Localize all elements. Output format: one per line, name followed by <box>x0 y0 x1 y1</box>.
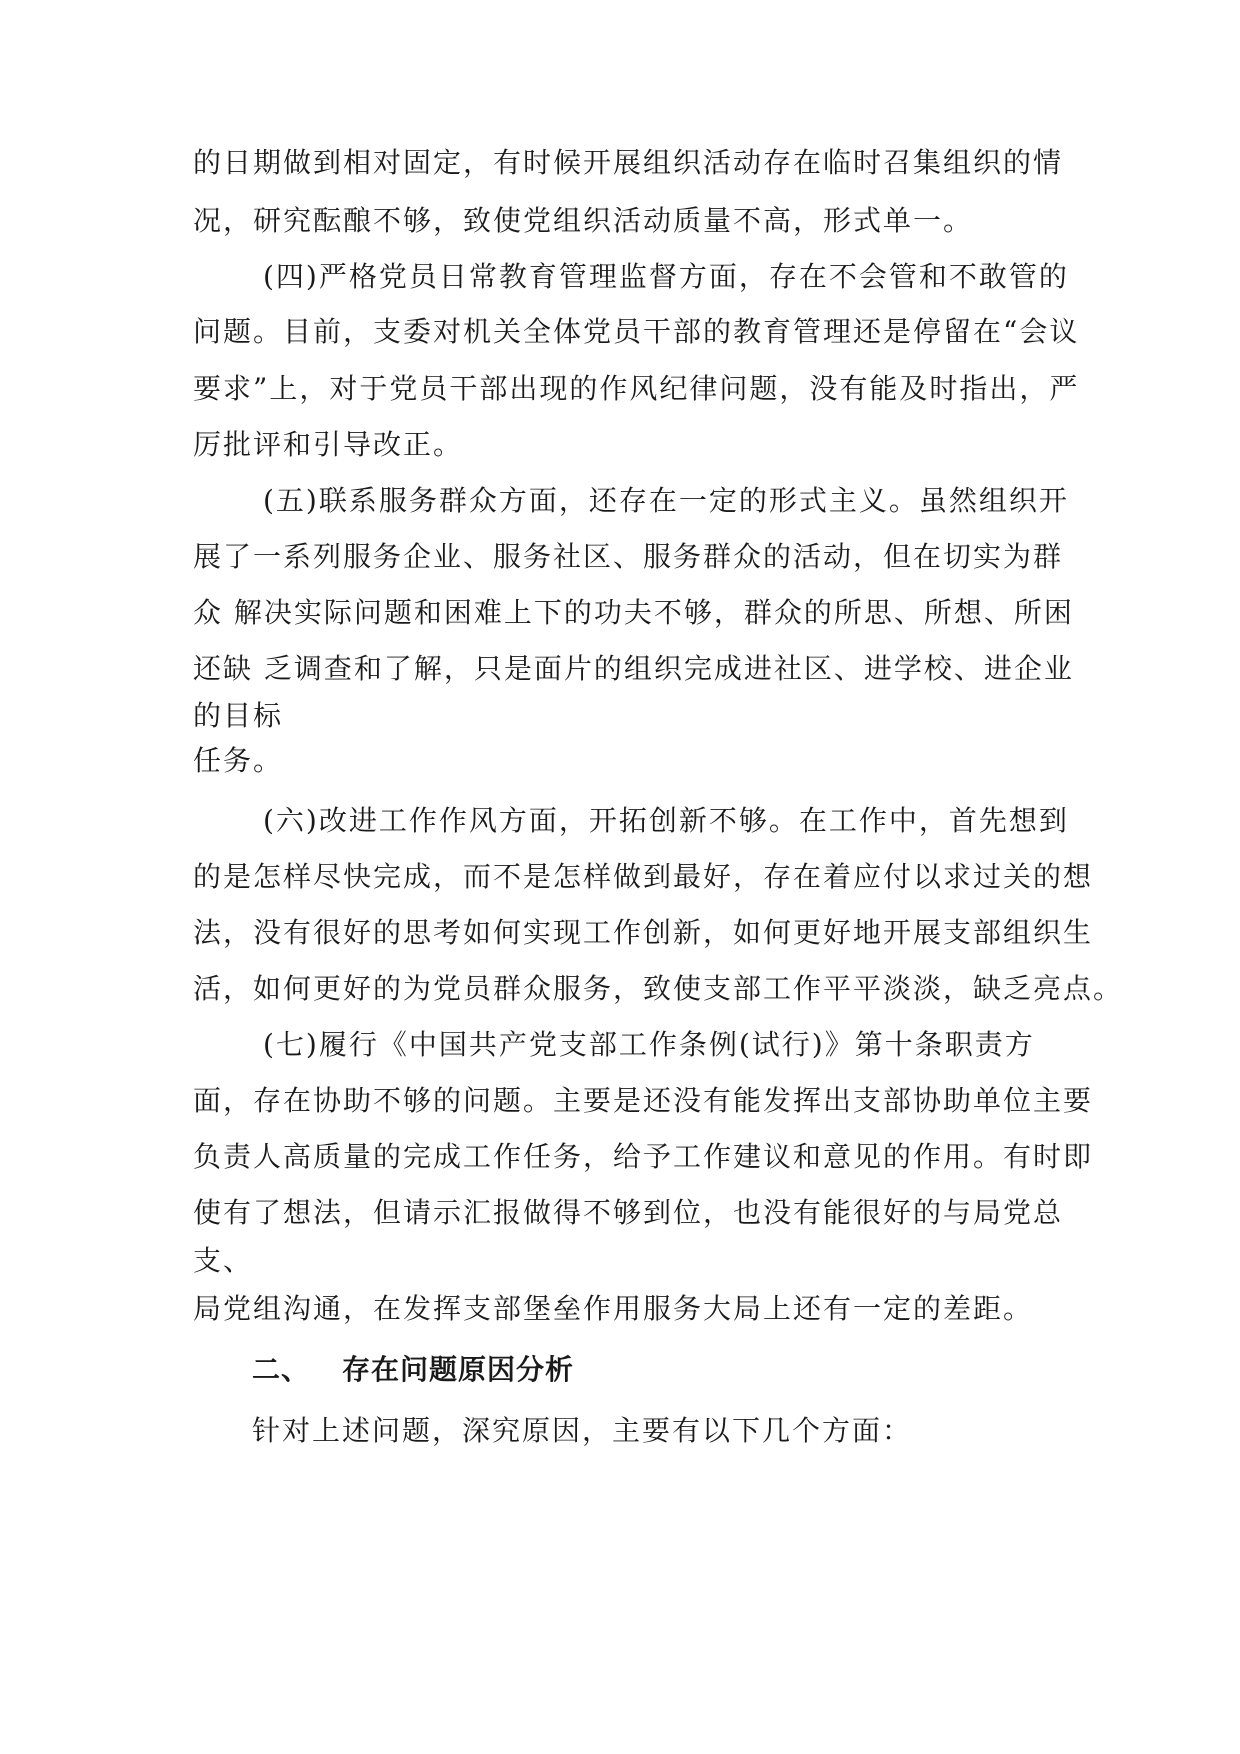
text-line: 况，研究酝酿不够，致使党组织活动质量不高，形式单一。 <box>193 204 974 237</box>
section-intro-line: 针对上述问题，深究原因，主要有以下几个方面： <box>252 1414 913 1447</box>
text-line: 厉批评和引导改正。 <box>193 428 464 461</box>
text-line: 问题。目前，支委对机关全体党员干部的教育管理还是停留在“会议 <box>193 315 1080 348</box>
text-line: 面，存在协助不够的问题。主要是还没有能发挥出支部协助单位主要 <box>193 1084 1094 1117</box>
paragraph-6-start: (六)改进工作作风方面，开拓创新不够。在工作中，首先想到 <box>263 804 1069 837</box>
text-line: 的是怎样尽快完成，而不是怎样做到最好，存在着应付以求过关的想 <box>193 860 1094 893</box>
text-line: 局党组沟通，在发挥支部堡垒作用服务大局上还有一定的差距。 <box>193 1292 1034 1325</box>
paragraph-5-start: (五)联系服务群众方面，还存在一定的形式主义。虽然组织开 <box>263 484 1069 517</box>
text-line: 任务。 <box>193 744 284 777</box>
section-number: 二、 <box>252 1353 311 1386</box>
text-line: 展了一系列服务企业、服务社区、服务群众的活动，但在切实为群 <box>193 540 1064 573</box>
paragraph-4-start: (四)严格党员日常教育管理监督方面，存在不会管和不敢管的 <box>263 260 1069 293</box>
text-line: 法，没有很好的思考如何实现工作创新，如何更好地开展支部组织生 <box>193 916 1094 949</box>
text-line: 支、 <box>193 1244 254 1277</box>
text-line: 还缺 乏调查和了解，只是面片的组织完成进社区、进学校、进企业 <box>193 652 1074 685</box>
text-line: 的日期做到相对固定，有时候开展组织活动存在临时召集组织的情 <box>193 146 1064 179</box>
section-heading <box>252 1350 574 1390</box>
text-line: 的目标 <box>193 699 284 732</box>
section-title: 存在问题原因分析 <box>342 1353 575 1386</box>
text-line: 负责人高质量的完成工作任务，给予工作建议和意见的作用。有时即 <box>193 1140 1094 1173</box>
text-line: 众 解决实际问题和困难上下的功夫不够，群众的所思、所想、所困 <box>193 596 1074 629</box>
text-line: 使有了想法，但请示汇报做得不够到位，也没有能很好的与局党总 <box>193 1196 1064 1229</box>
text-line: 要求”上，对于党员干部出现的作风纪律问题，没有能及时指出，严 <box>193 372 1080 405</box>
text-line: 活，如何更好的为党员群众服务，致使支部工作平平淡淡，缺乏亮点。 <box>193 972 1124 1005</box>
paragraph-7-start: (七)履行《中国共产党支部工作条例(试行)》第十条职责方 <box>263 1028 1035 1061</box>
